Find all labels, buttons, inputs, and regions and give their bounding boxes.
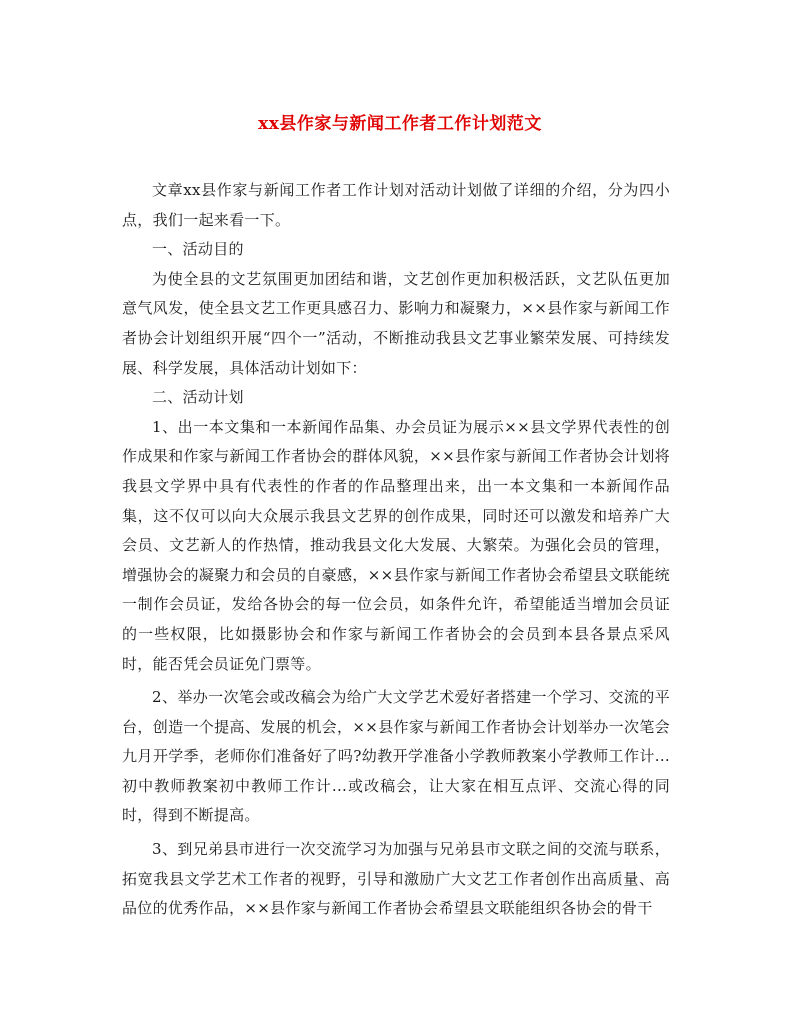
intro-paragraph: 文章xx县作家与新闻工作者工作计划对活动计划做了详细的介绍，分为四小点，我们一起来看一下。 (122, 181, 670, 229)
document-title: xx县作家与新闻工作者工作计划范文 (258, 114, 542, 134)
plan-item-3-paragraph: 3、到兄弟县市进行一次交流学习为加强与兄弟县市文联之间的交流与联系，拓宽我县文学艺术工作者的视野，引导和激励广大文艺工作者创作出高质量、高品位的优秀作品，××县作家与新闻工作者协会希望县文联能组织各协会的骨干 (122, 840, 670, 918)
purpose-paragraph: 为使全县的文艺氛围更加团结和谐，文艺创作更加积极活跃，文艺队伍更加意气风发，使全县文艺工作更具感召力、影响力和凝聚力，××县作家与新闻工作者协会计划组织开展“四个一”活动，不断推动我县文艺事业繁荣发展、可持续发展、科学发展，具体活动计划如下： (122, 269, 670, 377)
plan-item-1-paragraph: 1、出一本文集和一本新闻作品集、办会员证为展示××县文学界代表性的创作成果和作家与新闻工作者协会的群体风貌，××县作家与新闻工作者协会计划将我县文学界中具有代表性的作者的作品整理出来，出一本文集和一本新闻作品集，这不仅可以向大众展示我县文艺界的创作成果，同时还可以激发和培养广大会员、文艺新人的作热情，推动我县文化大发展、大繁荣。为强化会员的管理，增强协会的凝聚力和会员的自豪感，××县作家与新闻工作者协会希望县文联能统一制作会员证，发给各协会的每一位会员，如条件允许，希望能适当增加会员证的一些权限，比如摄影协会和作家与新闻工作者协会的会员到本县各景点采风时，能否凭会员证免门票等。 (122, 417, 670, 673)
document-body (122, 176, 670, 924)
section-heading-plan: 二、活动计划 (152, 388, 244, 407)
section-heading-purpose: 一、活动目的 (152, 240, 244, 259)
plan-item-2-paragraph: 2、举办一次笔会或改稿会为给广大文学艺术爱好者搭建一个学习、交流的平台，创造一个提高、发展的机会，××县作家与新闻工作者协会计划举办一次笔会九月开学季，老师你们准备好了吗?幼教开学准备小学教师教案小学教师工作计...初中教师教案初中教师工作计...或改稿会，让大家在相互点评、交流心得的同时，得到不断提高。 (122, 688, 670, 825)
